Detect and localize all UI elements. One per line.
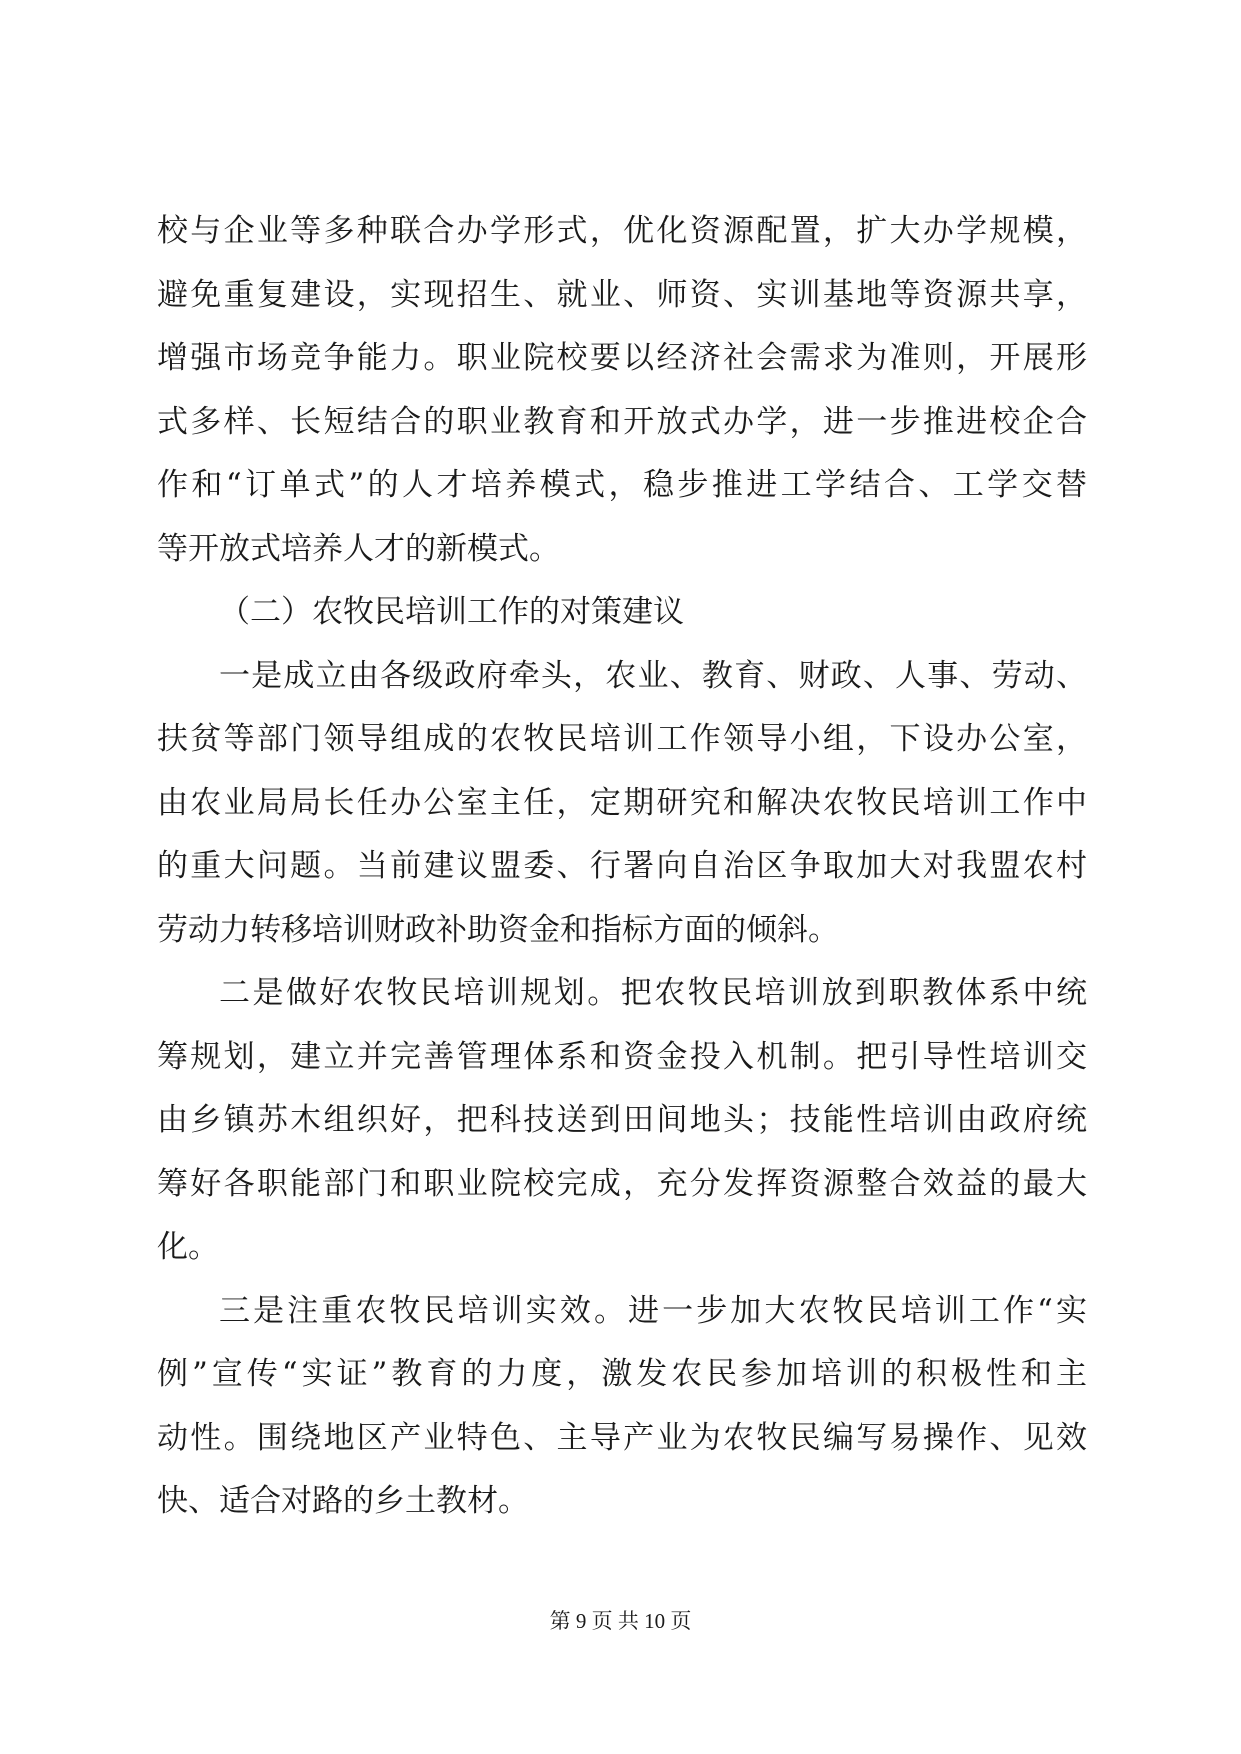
paragraph-first-line: 二是做好农牧民培训规划。把农牧民培训放到职教体系中统 (219, 975, 1087, 1011)
text-line: 式多样、长短结合的职业教育和开放式办学，进一步推进校企合 (157, 403, 1087, 440)
text-line: 例”宣传“实证”教育的力度，激发农民参加培训的积极性和主 (157, 1356, 1087, 1392)
text-line: 劳动力转移培训财政补助资金和指标方面的倾斜。 (157, 911, 839, 948)
page-number-footer: 第 9 页 共 10 页 (549, 1609, 692, 1633)
text-line: 由乡镇苏木组织好，把科技送到田间地头；技能性培训由政府统 (157, 1102, 1087, 1138)
text-line: 筹好各职能部门和职业院校完成，充分发挥资源整合效益的最大 (157, 1165, 1087, 1202)
text-line: 由农业局局长任办公室主任，定期研究和解决农牧民培训工作中 (157, 784, 1087, 821)
section-heading: （二）农牧民培训工作的对策建议 (219, 594, 684, 630)
paragraph-first-line: 三是注重农牧民培训实效。进一步加大农牧民培训工作“实 (219, 1292, 1087, 1329)
text-line: 等开放式培养人才的新模式。 (157, 530, 560, 567)
text-line: 作和“订单式”的人才培养模式，稳步推进工学结合、工学交替 (157, 467, 1087, 503)
text-line: 校与企业等多种联合办学形式，优化资源配置，扩大办学规模， (157, 213, 1087, 249)
text-line: 化。 (157, 1229, 219, 1265)
document-body (157, 200, 1087, 1534)
paragraph-first-line: 一是成立由各级政府牵头，农业、教育、财政、人事、劳动、 (219, 657, 1087, 694)
text-line: 扶贫等部门领导组成的农牧民培训工作领导小组，下设办公室， (157, 721, 1087, 757)
text-line: 快、适合对路的乡土教材。 (157, 1483, 529, 1519)
text-line: 增强市场竞争能力。职业院校要以经济社会需求为准则，开展形 (157, 340, 1087, 376)
text-line: 筹规划，建立并完善管理体系和资金投入机制。把引导性培训交 (157, 1038, 1087, 1075)
text-line: 的重大问题。当前建议盟委、行署向自治区争取加大对我盟农村 (157, 848, 1087, 884)
text-line: 动性。围绕地区产业特色、主导产业为农牧民编写易操作、见效 (157, 1419, 1087, 1456)
text-line: 避免重复建设，实现招生、就业、师资、实训基地等资源共享， (157, 276, 1087, 313)
